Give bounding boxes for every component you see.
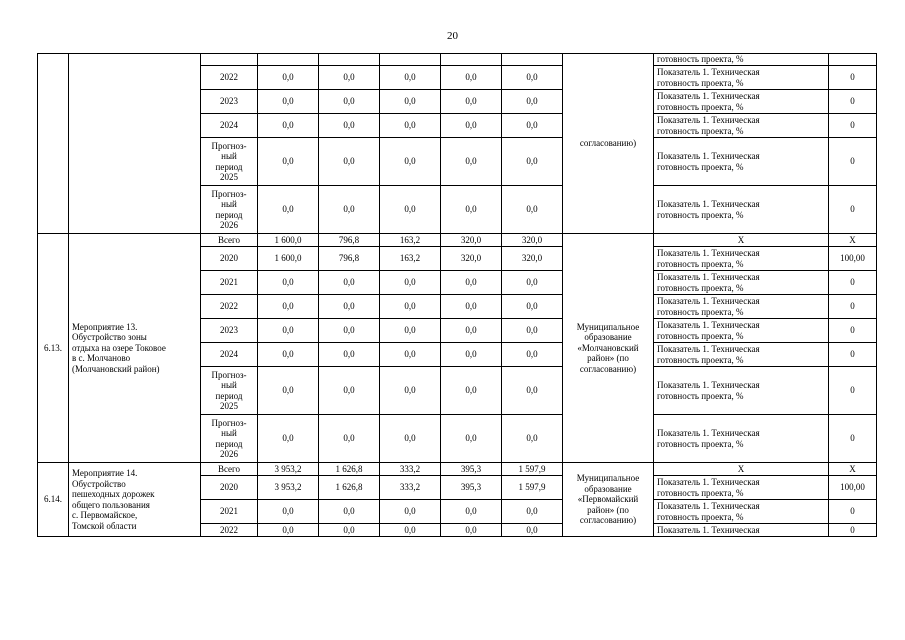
- indicator-cell: Показатель 1. Техническая готовность проекта, %: [654, 295, 829, 319]
- value-cell: 0,0: [258, 271, 319, 295]
- indicator-cell: готовность проекта, %: [654, 54, 829, 66]
- event-name-cell: [69, 54, 201, 234]
- value-cell: 0,0: [502, 138, 563, 186]
- value-cell: 0,0: [258, 138, 319, 186]
- number-cell: [38, 54, 69, 234]
- value-cell: 0,0: [380, 367, 441, 415]
- value-cell: 0,0: [319, 66, 380, 90]
- value-cell: 0,0: [502, 500, 563, 524]
- value-cell: 333,2: [380, 476, 441, 500]
- indicator-cell: Показатель 1. Техническая: [654, 524, 829, 537]
- table-row: [38, 54, 877, 66]
- year-cell: 2024: [201, 343, 258, 367]
- value-cell: 0,0: [380, 66, 441, 90]
- empty-cell: [380, 54, 441, 66]
- value-cell: 796,8: [319, 234, 380, 247]
- indicator-cell: Показатель 1. Техническая готовность проекта, %: [654, 271, 829, 295]
- value-cell: 0,0: [380, 415, 441, 463]
- value-cell: 0,0: [380, 319, 441, 343]
- value-cell: 0,0: [441, 66, 502, 90]
- indicator-value-cell: 0: [829, 319, 877, 343]
- indicator-cell: X: [654, 463, 829, 476]
- value-cell: 0,0: [502, 66, 563, 90]
- value-cell: 0,0: [319, 319, 380, 343]
- indicator-value-cell: 0: [829, 343, 877, 367]
- value-cell: 0,0: [319, 186, 380, 234]
- value-cell: 0,0: [502, 90, 563, 114]
- value-cell: 0,0: [502, 343, 563, 367]
- empty-cell: [201, 54, 258, 66]
- value-cell: 0,0: [319, 295, 380, 319]
- value-cell: 0,0: [441, 186, 502, 234]
- indicator-cell: Показатель 1. Техническая готовность проекта, %: [654, 476, 829, 500]
- value-cell: 0,0: [380, 500, 441, 524]
- value-cell: 0,0: [441, 524, 502, 537]
- indicator-value-cell: 0: [829, 415, 877, 463]
- value-cell: 0,0: [319, 500, 380, 524]
- responsible-cell: Муниципальное образование «Первомайский район» (по согласованию): [563, 463, 654, 537]
- number-cell: 6.14.: [38, 463, 69, 537]
- value-cell: 0,0: [502, 271, 563, 295]
- year-cell: Всего: [201, 234, 258, 247]
- value-cell: 0,0: [380, 186, 441, 234]
- value-cell: 0,0: [441, 271, 502, 295]
- value-cell: 0,0: [319, 90, 380, 114]
- year-cell: 2022: [201, 524, 258, 537]
- value-cell: 320,0: [502, 234, 563, 247]
- indicator-cell: Показатель 1. Техническая готовность проекта, %: [654, 319, 829, 343]
- year-cell: Всего: [201, 463, 258, 476]
- value-cell: 0,0: [441, 500, 502, 524]
- value-cell: 0,0: [258, 295, 319, 319]
- value-cell: 0,0: [258, 90, 319, 114]
- value-cell: 0,0: [441, 295, 502, 319]
- value-cell: 395,3: [441, 476, 502, 500]
- program-table: [37, 53, 877, 537]
- year-cell: 2020: [201, 247, 258, 271]
- year-cell: Прогноз- ный период 2025: [201, 138, 258, 186]
- indicator-value-cell: 0: [829, 295, 877, 319]
- value-cell: 0,0: [441, 415, 502, 463]
- value-cell: 0,0: [258, 319, 319, 343]
- value-cell: 320,0: [502, 247, 563, 271]
- indicator-cell: Показатель 1. Техническая готовность проекта, %: [654, 114, 829, 138]
- value-cell: 1 600,0: [258, 234, 319, 247]
- value-cell: 320,0: [441, 234, 502, 247]
- year-cell: 2024: [201, 114, 258, 138]
- indicator-value-cell: X: [829, 234, 877, 247]
- indicator-cell: X: [654, 234, 829, 247]
- indicator-cell: Показатель 1. Техническая готовность проекта, %: [654, 186, 829, 234]
- value-cell: 1 626,8: [319, 463, 380, 476]
- year-cell: 2022: [201, 295, 258, 319]
- indicator-cell: Показатель 1. Техническая готовность проекта, %: [654, 138, 829, 186]
- indicator-cell: Показатель 1. Техническая готовность проекта, %: [654, 415, 829, 463]
- value-cell: 0,0: [441, 90, 502, 114]
- value-cell: 796,8: [319, 247, 380, 271]
- value-cell: 0,0: [319, 415, 380, 463]
- value-cell: 0,0: [258, 343, 319, 367]
- table-row: [38, 234, 877, 247]
- responsible-cell: Муниципальное образование «Молчановский район» (по согласованию): [563, 234, 654, 463]
- indicator-cell: Показатель 1. Техническая готовность проекта, %: [654, 367, 829, 415]
- indicator-value-cell: 0: [829, 271, 877, 295]
- indicator-cell: Показатель 1. Техническая готовность проекта, %: [654, 500, 829, 524]
- event-name-14: Мероприятие 14. Обустройство пешеходных дорожек общего пользования с. Первомайское, Томской области: [69, 463, 201, 537]
- value-cell: 0,0: [258, 186, 319, 234]
- value-cell: 0,0: [319, 343, 380, 367]
- value-cell: 333,2: [380, 463, 441, 476]
- value-cell: 0,0: [441, 114, 502, 138]
- value-cell: 0,0: [319, 524, 380, 537]
- empty-cell: [502, 54, 563, 66]
- indicator-cell: Показатель 1. Техническая готовность проекта, %: [654, 343, 829, 367]
- indicator-value-cell: 0: [829, 114, 877, 138]
- value-cell: 0,0: [319, 367, 380, 415]
- indicator-cell: Показатель 1. Техническая готовность проекта, %: [654, 247, 829, 271]
- indicator-value-cell: 0: [829, 367, 877, 415]
- indicator-cell: Показатель 1. Техническая готовность проекта, %: [654, 66, 829, 90]
- value-cell: 0,0: [380, 90, 441, 114]
- value-cell: 0,0: [258, 500, 319, 524]
- page-number: 20: [447, 30, 458, 42]
- value-cell: 0,0: [380, 138, 441, 186]
- indicator-value-cell: 0: [829, 186, 877, 234]
- value-cell: 0,0: [380, 271, 441, 295]
- value-cell: 0,0: [380, 524, 441, 537]
- year-cell: 2023: [201, 319, 258, 343]
- value-cell: 163,2: [380, 234, 441, 247]
- value-cell: 163,2: [380, 247, 441, 271]
- event-name-13: Мероприятие 13. Обустройство зоны отдыха на озере Токовое в с. Молчаново (Молчановский район): [69, 234, 201, 463]
- value-cell: 1 597,9: [502, 476, 563, 500]
- value-cell: 1 597,9: [502, 463, 563, 476]
- empty-cell: [319, 54, 380, 66]
- value-cell: 0,0: [258, 114, 319, 138]
- value-cell: 0,0: [319, 138, 380, 186]
- indicator-value-cell: 0: [829, 524, 877, 537]
- indicator-cell: Показатель 1. Техническая готовность проекта, %: [654, 90, 829, 114]
- indicator-value-cell: 0: [829, 90, 877, 114]
- responsible-cell: согласованию): [563, 54, 654, 234]
- value-cell: 0,0: [441, 138, 502, 186]
- number-cell: 6.13.: [38, 234, 69, 463]
- indicator-value-cell: 0: [829, 138, 877, 186]
- value-cell: 0,0: [502, 524, 563, 537]
- value-cell: 0,0: [502, 319, 563, 343]
- empty-cell: [441, 54, 502, 66]
- value-cell: 0,0: [258, 66, 319, 90]
- value-cell: 0,0: [258, 524, 319, 537]
- value-cell: 0,0: [319, 114, 380, 138]
- value-cell: 0,0: [258, 367, 319, 415]
- year-cell: 2021: [201, 500, 258, 524]
- indicator-value-cell: 0: [829, 66, 877, 90]
- indicator-value-cell: 100,00: [829, 476, 877, 500]
- year-cell: 2023: [201, 90, 258, 114]
- indicator-value-cell: 100,00: [829, 247, 877, 271]
- year-cell: Прогноз- ный период 2026: [201, 186, 258, 234]
- value-cell: 0,0: [380, 343, 441, 367]
- value-cell: 0,0: [502, 186, 563, 234]
- indicator-value-cell: [829, 54, 877, 66]
- value-cell: 0,0: [502, 415, 563, 463]
- value-cell: 0,0: [319, 271, 380, 295]
- empty-cell: [258, 54, 319, 66]
- year-cell: 2020: [201, 476, 258, 500]
- value-cell: 0,0: [380, 114, 441, 138]
- value-cell: 1 600,0: [258, 247, 319, 271]
- value-cell: 0,0: [441, 367, 502, 415]
- value-cell: 0,0: [441, 343, 502, 367]
- value-cell: 0,0: [502, 114, 563, 138]
- value-cell: 1 626,8: [319, 476, 380, 500]
- table-row: [38, 463, 877, 476]
- value-cell: 0,0: [502, 295, 563, 319]
- value-cell: 0,0: [380, 295, 441, 319]
- value-cell: 0,0: [502, 367, 563, 415]
- indicator-value-cell: X: [829, 463, 877, 476]
- year-cell: Прогноз- ный период 2026: [201, 415, 258, 463]
- year-cell: 2021: [201, 271, 258, 295]
- value-cell: 3 953,2: [258, 463, 319, 476]
- indicator-value-cell: 0: [829, 500, 877, 524]
- value-cell: 0,0: [258, 415, 319, 463]
- value-cell: 395,3: [441, 463, 502, 476]
- year-cell: 2022: [201, 66, 258, 90]
- value-cell: 3 953,2: [258, 476, 319, 500]
- year-cell: Прогноз- ный период 2025: [201, 367, 258, 415]
- value-cell: 0,0: [441, 319, 502, 343]
- value-cell: 320,0: [441, 247, 502, 271]
